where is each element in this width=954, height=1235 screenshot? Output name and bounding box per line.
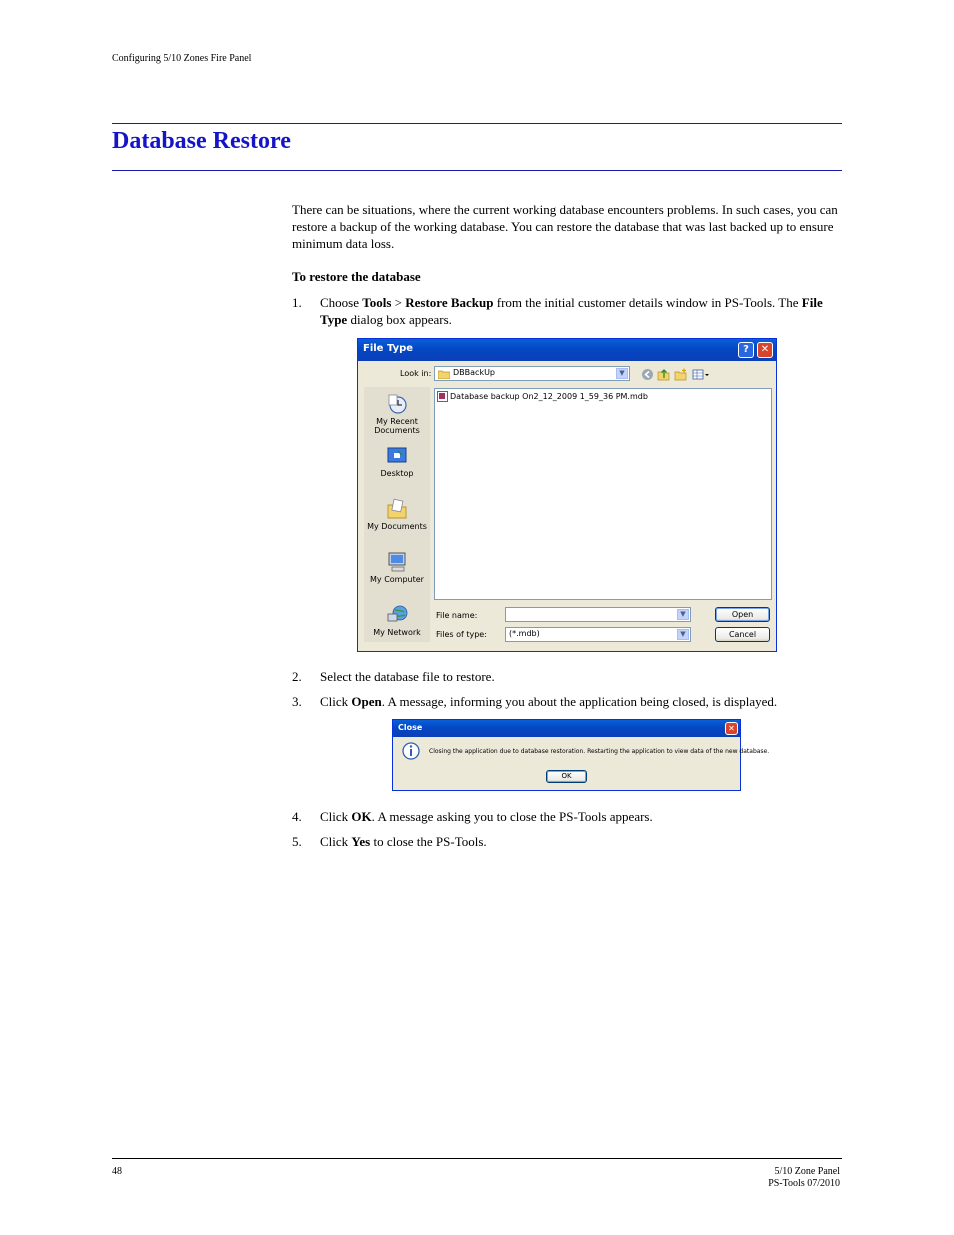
look-in-value: DBBackUp <box>453 368 496 377</box>
file-name-field[interactable] <box>505 607 691 622</box>
step-text: Click Yes to close the PS-Tools. <box>320 834 487 849</box>
footer-rule <box>112 1158 842 1159</box>
step-number: 2. <box>292 669 302 684</box>
ok-button[interactable]: OK <box>546 770 587 783</box>
place-my-documents[interactable] <box>364 498 430 531</box>
up-folder-icon[interactable] <box>657 368 670 381</box>
step-number: 4. <box>292 809 302 824</box>
title-rule-top <box>112 123 842 124</box>
my-network-icon <box>386 604 408 626</box>
close-button[interactable]: ✕ <box>757 342 773 358</box>
dialog-title: Close <box>398 723 423 732</box>
intro-paragraph: There can be situations, where the current working database encounters problems. In such cases, you can restore a backup of the working database. You can restore the database that was last backed up to ensure minimum data loss. <box>292 202 838 251</box>
files-of-type-label: Files of type: <box>436 630 487 639</box>
step-1 <box>292 294 844 328</box>
help-button[interactable]: ? <box>738 342 754 358</box>
new-folder-icon[interactable] <box>674 368 687 381</box>
place-my-computer[interactable] <box>364 551 430 584</box>
step-text: Click OK. A message asking you to close the PS-Tools appears. <box>320 809 653 824</box>
step-text: Choose Tools > Restore Backup from the initial customer details window in PS-Tools. The File Type dialog box appears. <box>320 295 823 327</box>
my-computer-icon <box>386 551 408 573</box>
title-rule-bottom <box>112 170 842 171</box>
step-5 <box>292 833 844 850</box>
database-file-icon <box>437 391 448 402</box>
place-my-recent-documents[interactable] <box>364 393 430 435</box>
step-text: Select the database file to restore. <box>320 669 495 684</box>
places-bar <box>364 387 430 642</box>
place-label: Desktop <box>380 469 414 478</box>
info-icon <box>402 742 420 760</box>
file-type-dialog <box>357 338 777 652</box>
chevron-down-icon[interactable]: ▼ <box>616 368 628 379</box>
file-name-label: File name: <box>436 611 478 620</box>
chevron-down-icon[interactable]: ▼ <box>677 609 689 620</box>
footer-product: 5/10 Zone Panel <box>774 1166 840 1177</box>
page-number: 48 <box>112 1166 122 1177</box>
my-documents-icon <box>386 498 408 520</box>
open-button[interactable]: Open <box>715 607 770 622</box>
step-4 <box>292 808 844 825</box>
views-icon[interactable] <box>692 368 711 381</box>
look-in-dropdown[interactable] <box>434 366 630 381</box>
cancel-button[interactable]: Cancel <box>715 627 770 642</box>
page-title: Database Restore <box>112 128 291 154</box>
folder-icon <box>438 369 450 379</box>
close-button[interactable]: ✕ <box>725 722 738 735</box>
back-icon[interactable] <box>641 368 654 381</box>
place-label: My Computer <box>370 575 424 584</box>
step-3 <box>292 693 844 710</box>
procedure-heading: To restore the database <box>292 269 421 284</box>
dialog-title: File Type <box>363 343 414 354</box>
look-in-label: Look in: <box>400 369 432 378</box>
place-label: My Network <box>373 628 421 637</box>
footer-doc-info <box>768 1166 840 1190</box>
dialog-titlebar <box>393 720 740 737</box>
place-label: My Documents <box>367 522 427 531</box>
file-list[interactable] <box>434 388 772 600</box>
place-my-network[interactable] <box>364 604 430 637</box>
step-2 <box>292 668 844 685</box>
files-of-type-dropdown[interactable] <box>505 627 691 642</box>
place-desktop[interactable] <box>364 445 430 478</box>
step-number: 3. <box>292 694 302 709</box>
step-number: 5. <box>292 834 302 849</box>
recent-documents-icon <box>386 393 408 415</box>
files-of-type-value: (*.mdb) <box>509 629 540 638</box>
running-header: Configuring 5/10 Zones Fire Panel <box>112 53 252 64</box>
desktop-icon <box>386 445 408 467</box>
step-text: Click Open. A message, informing you about the application being closed, is displayed. <box>320 694 778 709</box>
dialog-titlebar <box>358 339 776 361</box>
footer-version: PS-Tools 07/2010 <box>768 1178 840 1189</box>
close-dialog <box>392 719 770 791</box>
file-name: Database backup On2_12_2009 1_59_36 PM.mdb <box>450 392 648 401</box>
close-message: Closing the application due to database restoration. Restarting the application to view data of the new database. <box>429 748 770 755</box>
step-number: 1. <box>292 295 302 310</box>
place-label: My Recent Documents <box>374 417 420 435</box>
chevron-down-icon[interactable]: ▼ <box>677 629 689 640</box>
